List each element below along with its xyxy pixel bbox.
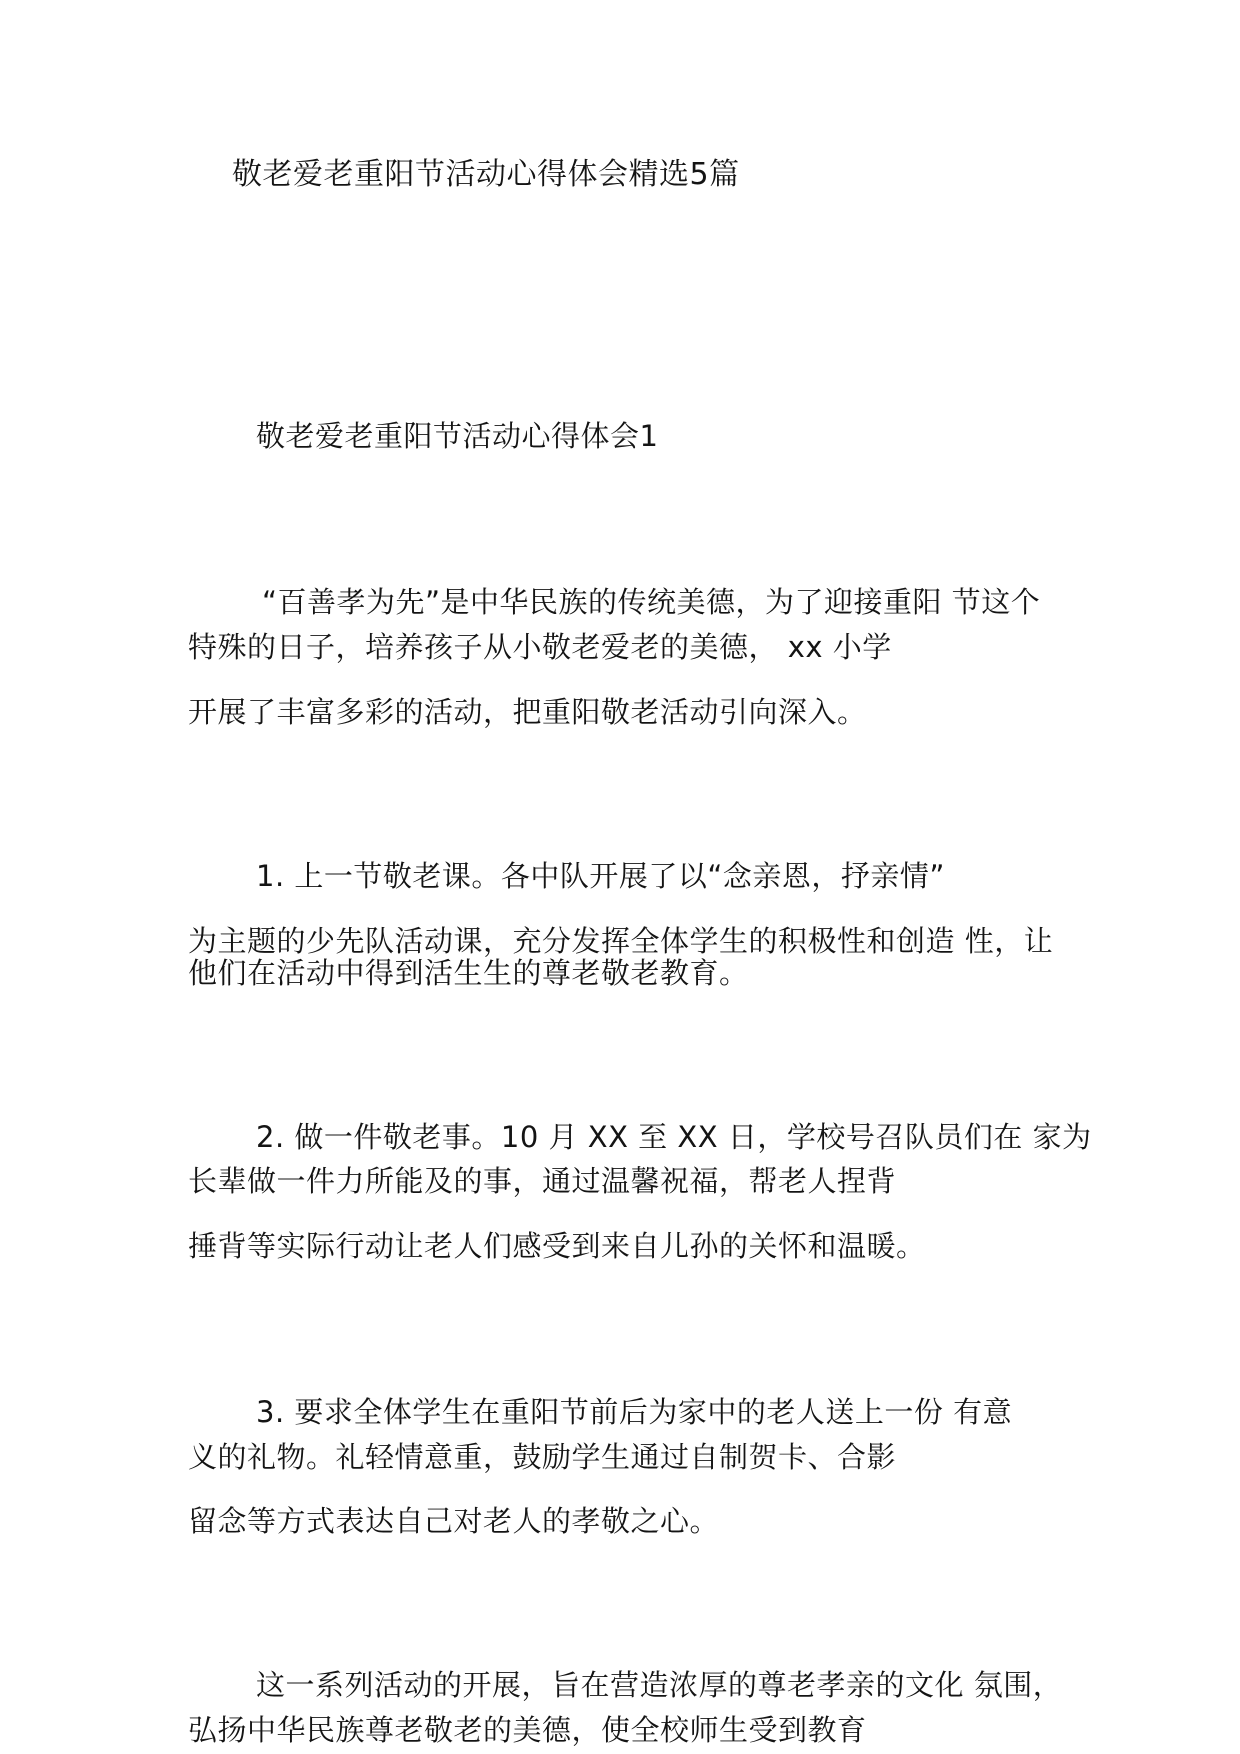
paragraph-line: 这一系列活动的开展，旨在营造浓厚的尊老孝亲的文化 氛围， xyxy=(256,1668,1063,1702)
paragraph-line: 开展了丰富多彩的活动，把重阳敬老活动引向深入。 xyxy=(188,695,867,729)
paragraph-line: “百善孝为先”是中华民族的传统美德，为了迎接重阳 节这个 xyxy=(262,585,1041,619)
document-title: 敬老爱老重阳节活动心得体会精选5篇 xyxy=(232,157,740,192)
section-heading: 敬老爱老重阳节活动心得体会1 xyxy=(256,419,659,453)
paragraph-line: 他们在活动中得到活生生的尊老敬老教育。 xyxy=(188,956,749,990)
paragraph-line: 留念等方式表达自己对老人的孝敬之心。 xyxy=(188,1504,720,1538)
paragraph-line: 长辈做一件力所能及的事，通过温馨祝福，帮老人捏背 xyxy=(188,1164,897,1198)
paragraph-line: 为主题的少先队活动课，充分发挥全体学生的积极性和创造 性，让 xyxy=(188,924,1054,958)
paragraph-line: 2. 做一件敬老事。10 月 XX 至 XX 日，学校号召队员们在 家为 xyxy=(256,1120,1092,1154)
paragraph-line: 1. 上一节敬老课。各中队开展了以“念亲恩，抒亲情” xyxy=(256,859,945,893)
paragraph-line: 3. 要求全体学生在重阳节前后为家中的老人送上一份 有意 xyxy=(256,1395,1013,1429)
paragraph-line: 义的礼物。礼轻情意重，鼓励学生通过自制贺卡、合影 xyxy=(188,1440,897,1474)
paragraph-line: 特殊的日子，培养孩子从小敬老爱老的美德， xx 小学 xyxy=(188,630,892,664)
paragraph-line: 弘扬中华民族尊老敬老的美德，使全校师生受到教育 xyxy=(188,1713,867,1747)
paragraph-line: 捶背等实际行动让老人们感受到来自儿孙的关怀和温暖。 xyxy=(188,1229,926,1263)
